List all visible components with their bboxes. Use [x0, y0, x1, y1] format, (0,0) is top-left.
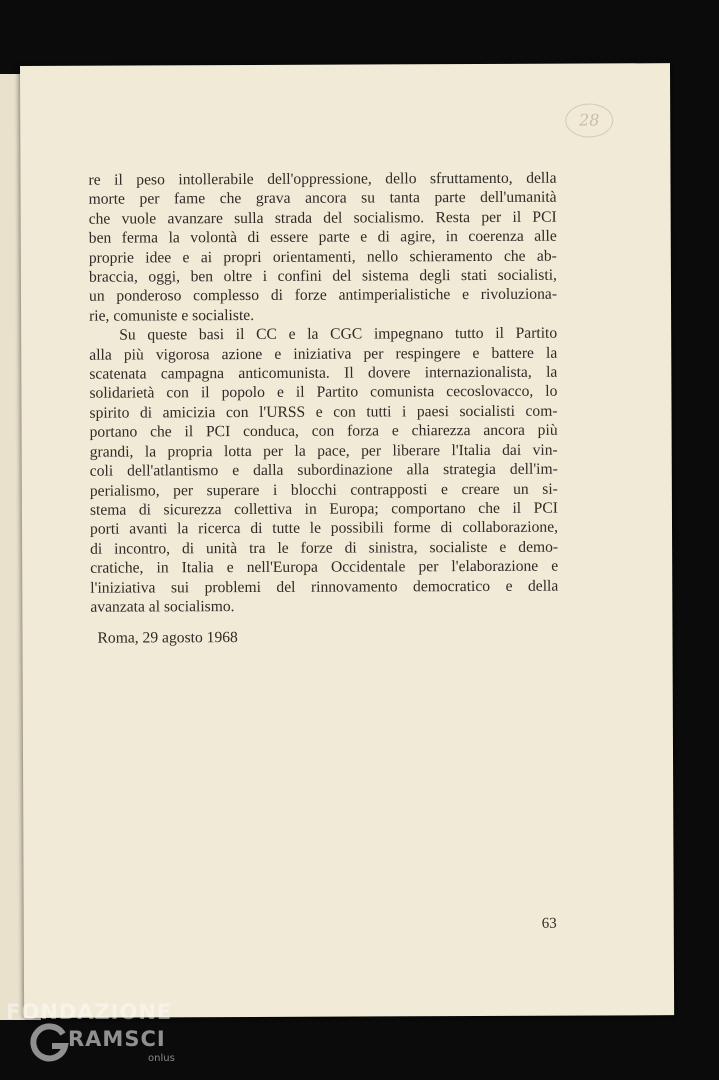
- text-line: coli dell'atlantismo e dalla subordinazione alla strategia dell'im-: [89, 460, 558, 480]
- text-line: avanzata al socialismo.: [90, 598, 235, 616]
- watermark-line-1: FONDAZIONE: [6, 1000, 173, 1024]
- text-line: che vuole avanzare sulla strada del socialismo. Resta per il PCI: [88, 208, 557, 228]
- text-line: portano che il PCI conduca, con forza e chiarezza ancora più: [89, 421, 558, 441]
- watermark-logo: [6, 998, 186, 1080]
- date-line: Roma, 29 agosto 1968: [97, 629, 238, 647]
- book-page: [20, 63, 674, 1018]
- text-line: un ponderoso complesso di forze antimperialistiche e rivoluziona-: [88, 286, 558, 306]
- text-line: l'iniziativa sui problemi del rinnovamento democratico e della: [90, 577, 559, 597]
- text-line: spirito di amicizia con l'URSS e con tutti i paesi socialisti com-: [89, 402, 558, 422]
- text-line: scatenata campagna anticomunista. Il dovere internazionalista, la: [89, 363, 558, 383]
- text-line: cratiche, in Italia e nell'Europa Occidentale per l'elaborazione e: [90, 557, 559, 577]
- watermark-line-2: RAMSCI: [68, 1027, 166, 1051]
- g-logo-icon: [30, 1022, 70, 1062]
- text-line: re il peso intollerabile dell'oppressione, dello sfruttamento, della: [88, 169, 557, 189]
- text-line: proprie idee e ai propri orientamenti, nello schieramento che ab-: [88, 247, 557, 267]
- text-line: grandi, la propria lotta per la pace, per liberare l'Italia dai vin-: [89, 441, 558, 461]
- text-line: ben ferma la volontà di essere parte e di agire, in coerenza alle: [88, 227, 557, 247]
- text-line: Su queste basi il CC e la CGC impegnano tutto il Partito: [119, 324, 558, 344]
- text-line: alla più vigorosa azione e iniziativa per respingere e battere la: [89, 344, 558, 364]
- page-number: 63: [541, 915, 557, 932]
- pencil-annotation: 28: [565, 103, 613, 137]
- watermark-line-3: onlus: [148, 1053, 175, 1064]
- body-text: [88, 169, 558, 617]
- paragraph-2: [89, 324, 558, 617]
- text-line: perialismo, per superare i blocchi contrapposti e creare un si-: [89, 480, 558, 500]
- text-line: stema di sicurezza collettiva in Europa; comportano che il PCI: [89, 499, 558, 519]
- text-line: di incontro, di unità tra le forze di sinistra, socialiste e demo-: [90, 538, 559, 558]
- text-line: rie, comuniste e socialiste.: [89, 306, 255, 325]
- paragraph-1: [88, 169, 557, 326]
- text-line: braccia, oggi, ben oltre i confini del sistema degli stati socialisti,: [88, 266, 557, 286]
- text-line: solidarietà con il popolo e il Partito comunista cecoslovacco, lo: [89, 383, 558, 403]
- text-line: porti avanti la ricerca di tutte le possibili forme di collaborazione,: [89, 518, 559, 539]
- text-line: morte per fame che grava ancora su tanta parte dell'umanità: [88, 189, 557, 209]
